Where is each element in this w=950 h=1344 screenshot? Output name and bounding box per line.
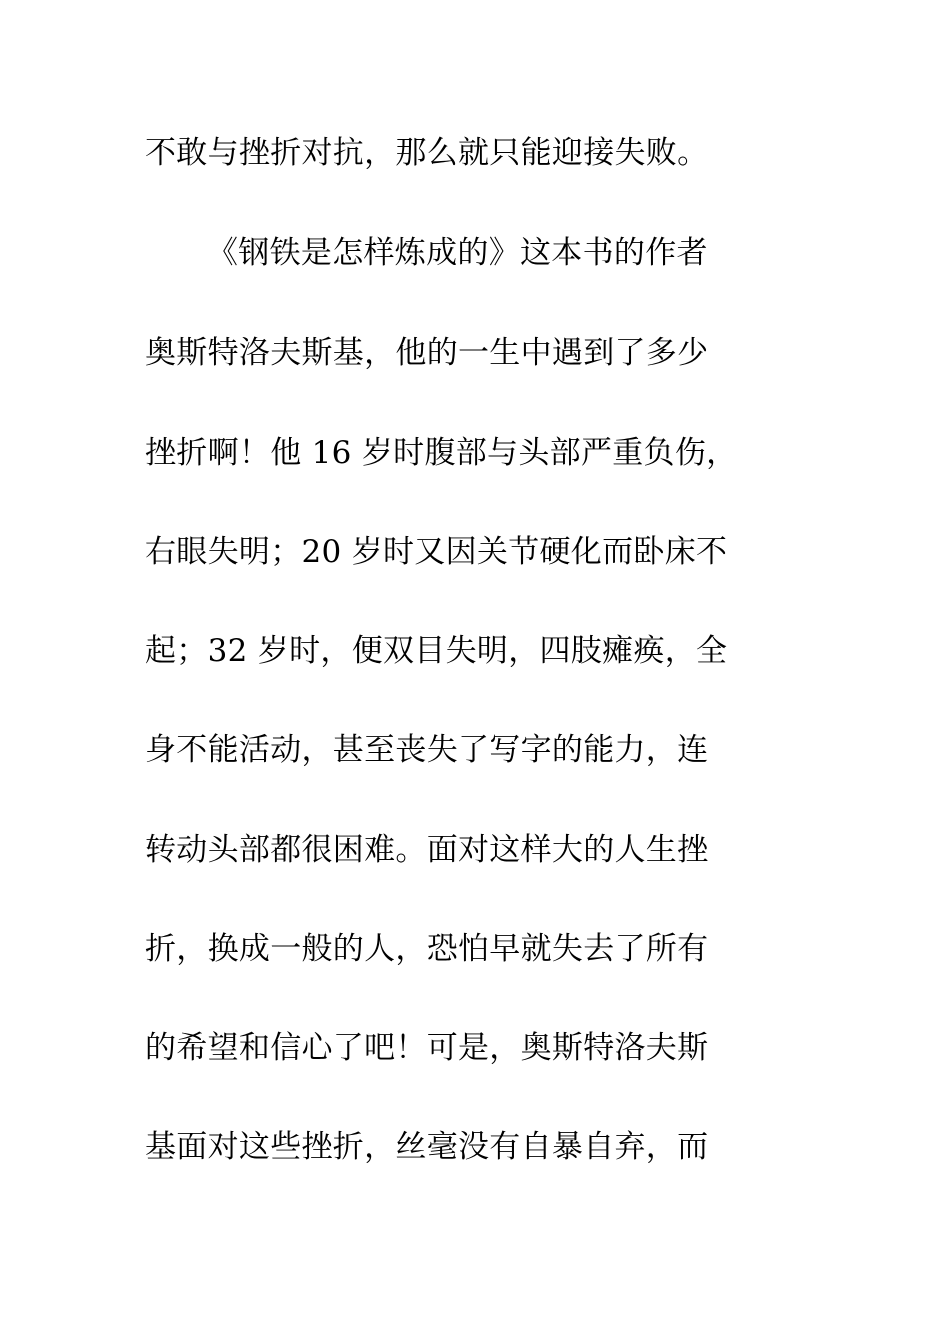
- text-line-11: 基面对这些挫折，丝毫没有自暴自弃，而: [145, 1129, 709, 1165]
- text-line-6: 起；32 岁时，便双目失明，四肢瘫痪，全: [145, 633, 728, 669]
- text-line-10: 的希望和信心了吧！可是，奥斯特洛夫斯: [145, 1030, 709, 1066]
- text-line-2: 《钢铁是怎样炼成的》这本书的作者: [207, 235, 708, 271]
- text-line-9: 折，换成一般的人，恐怕早就失去了所有: [145, 931, 709, 967]
- text-line-7: 身不能活动，甚至丧失了写字的能力，连: [145, 732, 709, 768]
- text-line-5: 右眼失明；20 岁时又因关节硬化而卧床不: [145, 534, 728, 570]
- text-line-3: 奥斯特洛夫斯基，他的一生中遇到了多少: [145, 335, 709, 371]
- text-line-1: 不敢与挫折对抗，那么就只能迎接失败。: [145, 135, 709, 171]
- text-line-8: 转动头部都很困难。面对这样大的人生挫: [145, 832, 709, 868]
- text-line-4: 挫折啊！他 16 岁时腹部与头部严重负伤，: [145, 435, 738, 471]
